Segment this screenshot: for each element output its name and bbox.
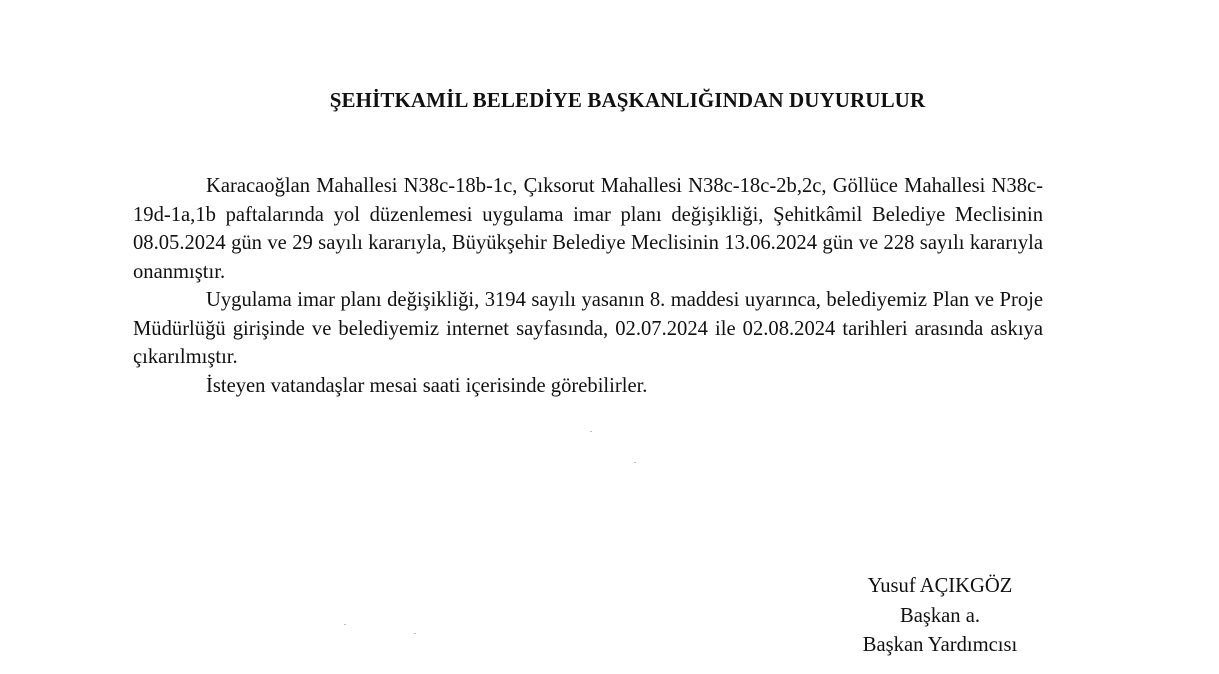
signatory-name: Yusuf AÇIKGÖZ (867, 575, 1013, 597)
signatory-role: Başkan a. (899, 604, 981, 627)
document-body (133, 172, 1043, 400)
paragraph-plan-approval: Karacaoğlan Mahallesi N38c-18b-1c, Çıksorut Mahallesi N38c-18c-2b,2c, Göllüce Mahallesi N38c-19d-1a,1b paftalarında yol düzenlemesi uygulama imar planı değişikliği, Şehitkâmil Belediye Meclisinin 08.05.2024 gün ve 29 sayılı kararıyla, Büyükşehir Belediye Meclisinin 13.06.2024 gün ve 228 sayılı kararıyla onanmıştır. (133, 175, 1043, 283)
document-title: ŞEHİTKAMİL BELEDİYE BAŞKANLIĞINDAN DUYURULUR (329, 88, 926, 112)
signatory-title: Başkan Yardımcısı (862, 634, 1018, 656)
scan-speck (414, 633, 416, 634)
scan-speck (590, 431, 592, 432)
paragraph-viewing-info: İsteyen vatandaşlar mesai saati içerisinde görebilirler. (206, 374, 648, 397)
signature-block (820, 572, 1060, 661)
scan-speck (634, 462, 636, 463)
scan-speck (344, 624, 346, 625)
paragraph-posting-period: Uygulama imar planı değişikliği, 3194 sayılı yasanın 8. maddesi uyarınca, belediyemiz Plan ve Proje Müdürlüğü girişinde ve belediyemiz internet sayfasında, 02.07.2024 ile 02.08.2024 tarihleri arasında askıya çıkarılmıştır. (133, 289, 1043, 368)
